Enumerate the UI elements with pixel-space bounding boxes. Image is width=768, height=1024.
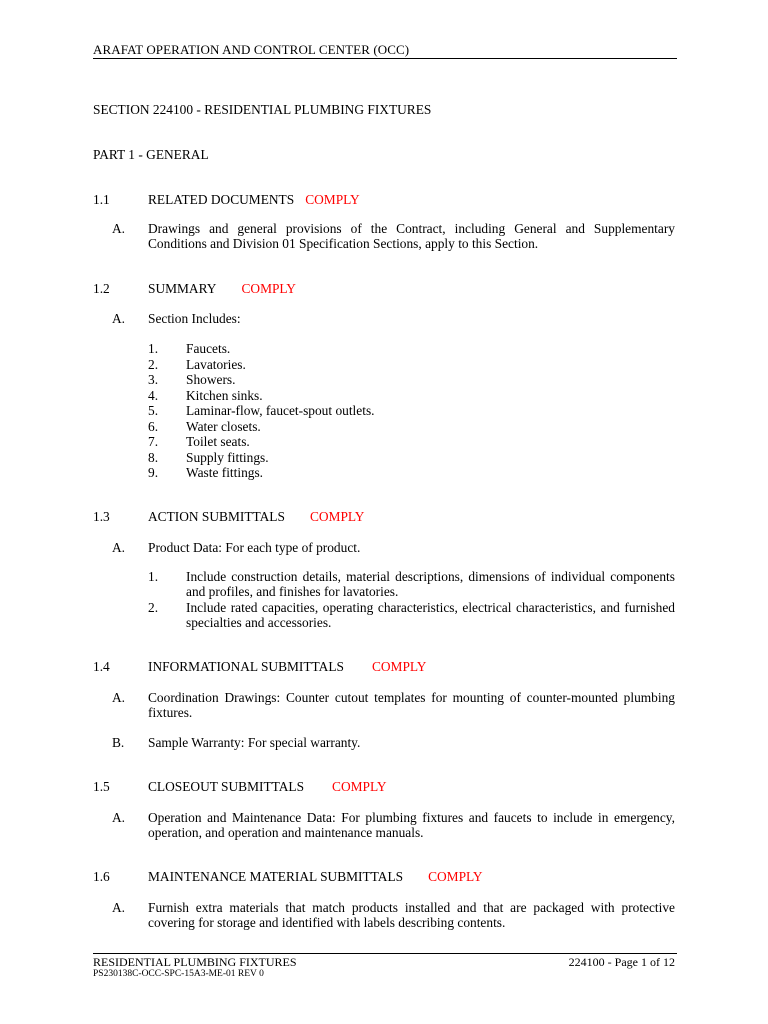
list-item-number: 7. bbox=[148, 434, 159, 449]
paragraph-letter: A. bbox=[112, 690, 126, 705]
list-item-number: 6. bbox=[148, 418, 159, 434]
list-item-number: 9. bbox=[148, 465, 159, 480]
list-item: Water closets. bbox=[186, 418, 261, 434]
article-number: 1.6 bbox=[93, 869, 110, 884]
article-title-text: RELATED DOCUMENTS bbox=[148, 192, 295, 207]
list-item-number: 8. bbox=[148, 449, 159, 465]
footer-rule bbox=[93, 953, 677, 954]
article-title bbox=[148, 659, 426, 674]
part-title: PART 1 - GENERAL bbox=[93, 147, 209, 162]
list-item: Lavatories. bbox=[186, 356, 246, 372]
article-number: 1.5 bbox=[93, 779, 110, 794]
list-item: Faucets. bbox=[186, 341, 231, 356]
list-item-number: 2. bbox=[148, 356, 159, 372]
page-header: ARAFAT OPERATION AND CONTROL CENTER (OCC) bbox=[93, 42, 410, 57]
footer-page-label: 224100 - Page 1 of 12 bbox=[568, 955, 675, 969]
section-title: SECTION 224100 - RESIDENTIAL PLUMBING FIXTURES bbox=[93, 102, 432, 117]
list-item: Supply fittings. bbox=[186, 449, 269, 465]
paragraph-letter: B. bbox=[112, 735, 125, 750]
list-item: Kitchen sinks. bbox=[186, 387, 263, 403]
article-title bbox=[148, 869, 483, 884]
article-title-text: SUMMARY bbox=[148, 281, 217, 296]
article-title-text: MAINTENANCE MATERIAL SUBMITTALS bbox=[148, 869, 404, 884]
footer-section-name: RESIDENTIAL PLUMBING FIXTURES bbox=[93, 955, 297, 969]
comply-status: COMPLY bbox=[309, 509, 365, 524]
paragraph-text: Furnish extra materials that match products installed and that are packaged with protective covering for storage and identified with labels describing contents. bbox=[148, 900, 675, 931]
comply-status: COMPLY bbox=[332, 779, 387, 794]
article-number: 1.4 bbox=[93, 659, 110, 674]
list-item-number: 4. bbox=[148, 387, 159, 403]
paragraph-text: Product Data: For each type of product. bbox=[148, 540, 361, 555]
paragraph-text: Coordination Drawings: Counter cutout templates for mounting of counter-mounted plumbing fixtures. bbox=[148, 690, 675, 721]
list-item-number: 2. bbox=[148, 600, 159, 615]
footer-doc-code: PS230138C-OCC-SPC-15A3-ME-01 REV 0 bbox=[93, 969, 264, 979]
list-item: Toilet seats. bbox=[186, 434, 250, 449]
paragraph-text: Section Includes: bbox=[148, 311, 241, 326]
article-title-text: CLOSEOUT SUBMITTALS bbox=[148, 779, 305, 794]
list-item-number: 3. bbox=[148, 372, 159, 387]
article-title bbox=[148, 192, 360, 207]
list-item-number: 5. bbox=[148, 403, 159, 418]
paragraph-letter: A. bbox=[112, 221, 126, 236]
article-title-text: INFORMATIONAL SUBMITTALS bbox=[148, 659, 344, 674]
comply-status: COMPLY bbox=[371, 659, 427, 674]
list-item: Include rated capacities, operating characteristics, electrical characteristics, and furnished specialties and accessories. bbox=[186, 600, 675, 631]
article-title bbox=[148, 509, 364, 524]
article-number: 1.1 bbox=[93, 192, 110, 207]
paragraph-letter: A. bbox=[112, 810, 126, 825]
paragraph-letter: A. bbox=[112, 540, 126, 555]
paragraph-text: Sample Warranty: For special warranty. bbox=[148, 735, 361, 750]
paragraph-letter: A. bbox=[112, 311, 126, 326]
list-item: Showers. bbox=[186, 372, 236, 387]
list-item: Include construction details, material descriptions, dimensions of individual components and profiles, and finishes for lavatories. bbox=[186, 569, 675, 600]
list-item-number: 1. bbox=[148, 569, 159, 584]
comply-status: COMPLY bbox=[428, 869, 483, 884]
header-rule bbox=[93, 58, 677, 59]
paragraph-letter: A. bbox=[112, 900, 126, 915]
comply-status: COMPLY bbox=[241, 281, 296, 296]
list-item-number: 1. bbox=[148, 341, 159, 356]
comply-status: COMPLY bbox=[305, 192, 360, 207]
article-number: 1.2 bbox=[93, 281, 110, 296]
list-item: Laminar-flow, faucet-spout outlets. bbox=[186, 403, 375, 418]
article-number: 1.3 bbox=[93, 509, 110, 524]
article-title bbox=[148, 281, 296, 296]
list-item: Waste fittings. bbox=[186, 465, 264, 480]
article-title bbox=[148, 779, 387, 794]
paragraph-text: Operation and Maintenance Data: For plumbing fixtures and faucets to include in emergency, operation, and operation and maintenance manuals. bbox=[148, 810, 675, 841]
article-title-text: ACTION SUBMITTALS bbox=[148, 509, 285, 524]
paragraph-text: Drawings and general provisions of the Contract, including General and Supplementary Conditions and Division 01 Specification Sections, apply to this Section. bbox=[148, 221, 675, 252]
